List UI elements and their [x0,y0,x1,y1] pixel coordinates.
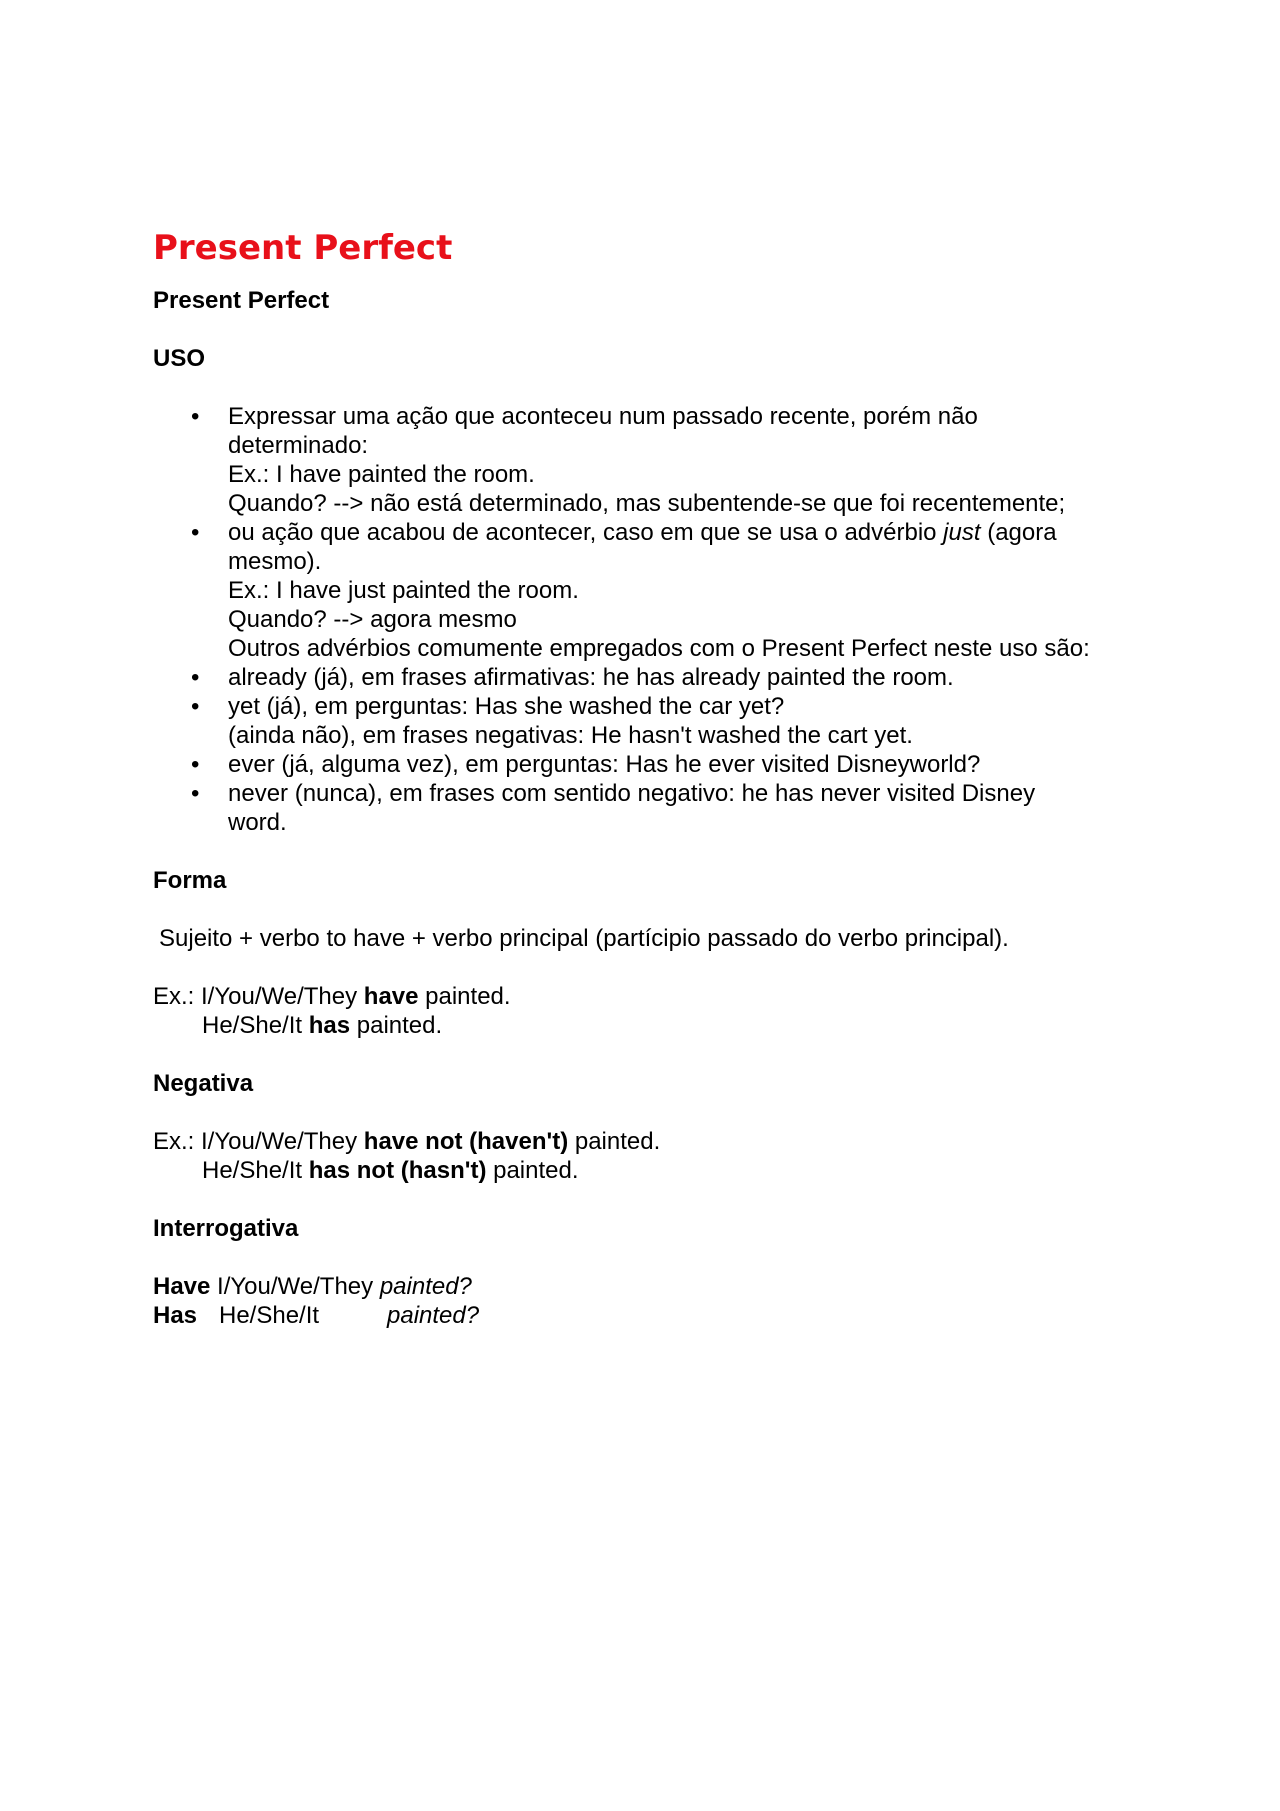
example-text-end: painted. [568,1128,661,1155]
uso-heading: USO [153,345,206,372]
uso-item2-line1 [228,518,1057,547]
question-subject: I/You/We/They [210,1273,380,1300]
adverb-just: just [943,519,981,546]
negativa-heading: Negativa [153,1070,254,1097]
forma-example-1 [153,982,511,1011]
forma-example-2 [202,1011,442,1040]
subtitle: Present Perfect [153,287,330,314]
interrogativa-question-2 [153,1301,480,1330]
uso-item2-text: ou ação que acabou de acontecer, caso em que se usa o advérbio [228,519,944,546]
bullet: • [191,780,200,807]
bullet: • [191,751,200,778]
example-verb: has [308,1012,351,1039]
uso-item1-line2: determinado: [228,432,369,459]
uso-item2-text-end: (agora [980,519,1057,546]
forma-rule: Sujeito + verbo to have + verbo principal (partícipio passado do verbo principal). [159,925,1009,952]
interrogativa-heading: Interrogativa [153,1215,299,1242]
uso-item4-line1: yet (já), em perguntas: Has she washed the car yet? [228,693,785,720]
question-subject: He/She/It [219,1302,320,1329]
uso-item4-line2: (ainda não), em frases negativas: He hasn't washed the cart yet. [228,722,913,749]
bullet: • [191,693,200,720]
example-verb: have [363,983,419,1010]
uso-item2-when: Quando? --> agora mesmo [228,606,517,633]
question-auxiliary: Has [153,1302,198,1329]
uso-item2-line2: mesmo). [228,548,322,575]
example-verb: have not (haven't) [363,1128,569,1155]
uso-item1-when: Quando? --> não está determinado, mas subentende-se que foi recentemente; [228,490,1066,517]
uso-item6-line1: never (nunca), em frases com sentido negativo: he has never visited Disney [228,780,1036,807]
example-text: Ex.: I/You/We/They [153,983,364,1010]
example-text: Ex.: I/You/We/They [153,1128,364,1155]
example-text-end: painted. [350,1012,443,1039]
example-text: He/She/It [202,1012,309,1039]
uso-item6-line2: word. [228,809,287,836]
question-verb: painted? [379,1273,472,1300]
uso-item3: already (já), em frases afirmativas: he has already painted the room. [228,664,954,691]
question-verb: painted? [387,1302,480,1329]
page-title: Present Perfect [153,228,453,268]
example-text-end: painted. [418,983,511,1010]
uso-item5: ever (já, alguma vez), em perguntas: Has he ever visited Disneyworld? [228,751,981,778]
bullet: • [191,519,200,546]
uso-item1-example: Ex.: I have painted the room. [228,461,535,488]
bullet: • [191,664,200,691]
example-verb: has not (hasn't) [308,1157,487,1184]
question-auxiliary: Have [153,1273,211,1300]
example-text: He/She/It [202,1157,309,1184]
uso-item2-others: Outros advérbios comumente empregados com o Present Perfect neste uso são: [228,635,1090,662]
negativa-example-2 [202,1156,579,1185]
example-text-end: painted. [486,1157,579,1184]
interrogativa-question-1 [153,1272,472,1301]
negativa-example-1 [153,1127,660,1156]
uso-item2-example: Ex.: I have just painted the room. [228,577,579,604]
forma-heading: Forma [153,867,227,894]
uso-item1-line1: Expressar uma ação que aconteceu num passado recente, porém não [228,403,978,430]
bullet: • [191,403,200,430]
